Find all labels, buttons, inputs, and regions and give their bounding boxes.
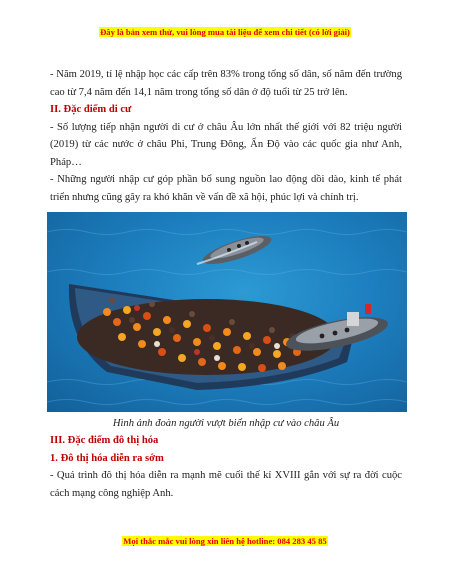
- document-body: [50, 66, 402, 502]
- hotline-banner-text: Mọi thắc mắc vui lòng xin liên hệ hotline: 084 283 45 85: [123, 536, 327, 546]
- paragraph-migration-2: - Những người nhập cư góp phần bổ sung nguồn lao động dồi dào, kinh tế phát triển nhưng cũng gây ra khó khăn về vấn đề xã hội, phúc lợi và chính trị.: [50, 174, 402, 203]
- hotline-banner: [0, 536, 450, 546]
- paragraph-migration-1: - Số lượng tiếp nhận người di cư ở châu Âu lớn nhất thế giới với 82 triệu người (2019) từ các nước ở châu Phi, Trung Đông, Ấn Độ vào các quốc gia như Anh, Pháp…: [50, 121, 402, 168]
- migrant-boat-illustration: [47, 212, 407, 412]
- preview-banner-text: Đây là bản xem thử, vui lòng mua tài liệu để xem chi tiết (có lời giải): [100, 27, 350, 37]
- paragraph-urbanization-1: - Quá trình đô thị hóa diễn ra mạnh mẽ cuối thế kỉ XVIII gắn với sự ra đời cuộc cách mạng công nghiệp Anh.: [50, 470, 402, 499]
- section-heading-migration: II. Đặc điểm di cư: [50, 104, 132, 115]
- section-heading-urbanization: III. Đặc điểm đô thị hóa: [50, 435, 159, 446]
- rescue-boat-top: [197, 230, 274, 269]
- subsection-heading-early-urbanization: 1. Đô thị hóa diễn ra sớm: [50, 452, 164, 464]
- migrant-boat-photo: [47, 212, 407, 412]
- paragraph-education: - Năm 2019, tỉ lệ nhập học các cấp trên 83% trong tổng số dân, số năm đến trường cao từ 7,4 năm đến 14,1 năm trong tổng số dân ở độ tuổi từ 25 trở lên.: [50, 69, 402, 98]
- figure-caption: Hình ảnh đoàn người vượt biển nhập cư vào châu Âu: [112, 418, 340, 429]
- preview-banner: [0, 27, 450, 37]
